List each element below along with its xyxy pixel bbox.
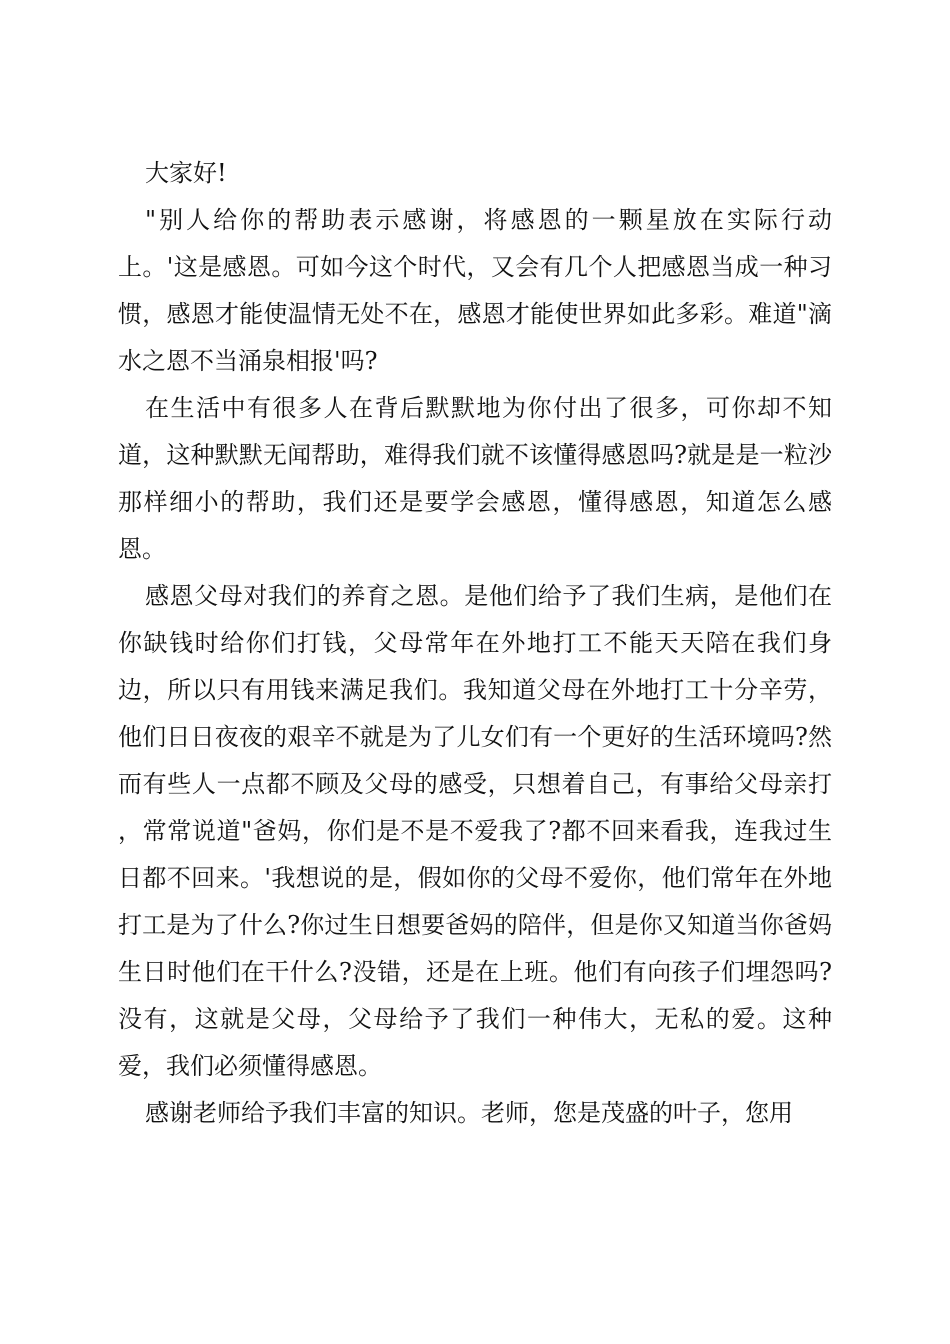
greeting-line: 大家好! (145, 159, 227, 187)
paragraph-parents: 感恩父母对我们的养育之恩。是他们给予了我们生病，是他们在你缺钱时给你们打钱，父母常年在外地打工不能天天陪在我们身边，所以只有用钱来满足我们。我知道父母在外地打工十分辛劳，他们日日夜夜的艰辛不就是为了儿女们有一个更好的生活环境吗?然而有些人一点都不顾及父母的感受，只想着自己，有事给父母亲打 ，常常说道"爸妈，你们是不是不爱我了?都不回来看我，连我过生日都不回来。'我想说的是，假如你的父母不爱你，他们常年在外地打工是为了什么?你过生日想要爸妈的陪伴，但是你又知道当你爸妈生日时他们在干什么?没错，还是在上班。他们有向孩子们埋怨吗?没有，这就是父母，父母给予了我们一种伟大，无私的爱。这种爱，我们必须懂得感恩。 (118, 582, 880, 1080)
paragraph-teachers: 感谢老师给予我们丰富的知识。老师，您是茂盛的叶子，您用 (145, 1099, 793, 1127)
paragraph-silent-help: 在生活中有很多人在背后默默地为你付出了很多，可你却不知道，这种默默无闻帮助，难得我们就不该懂得感恩吗?就是是一粒沙那样细小的帮助，我们还是要学会感恩，懂得感恩，知道怎么感恩。 (118, 394, 832, 563)
paragraph-gratitude-definition: "别人给你的帮助表示感谢，将感恩的一颗星放在实际行动上。'这是感恩。可如今这个时代，又会有几个人把感恩当成一种习惯，感恩才能使温情无处不在，感恩才能使世界如此多彩。难道"滴水之恩不当涌泉相报'吗? (118, 206, 832, 375)
document-body (118, 150, 880, 1137)
